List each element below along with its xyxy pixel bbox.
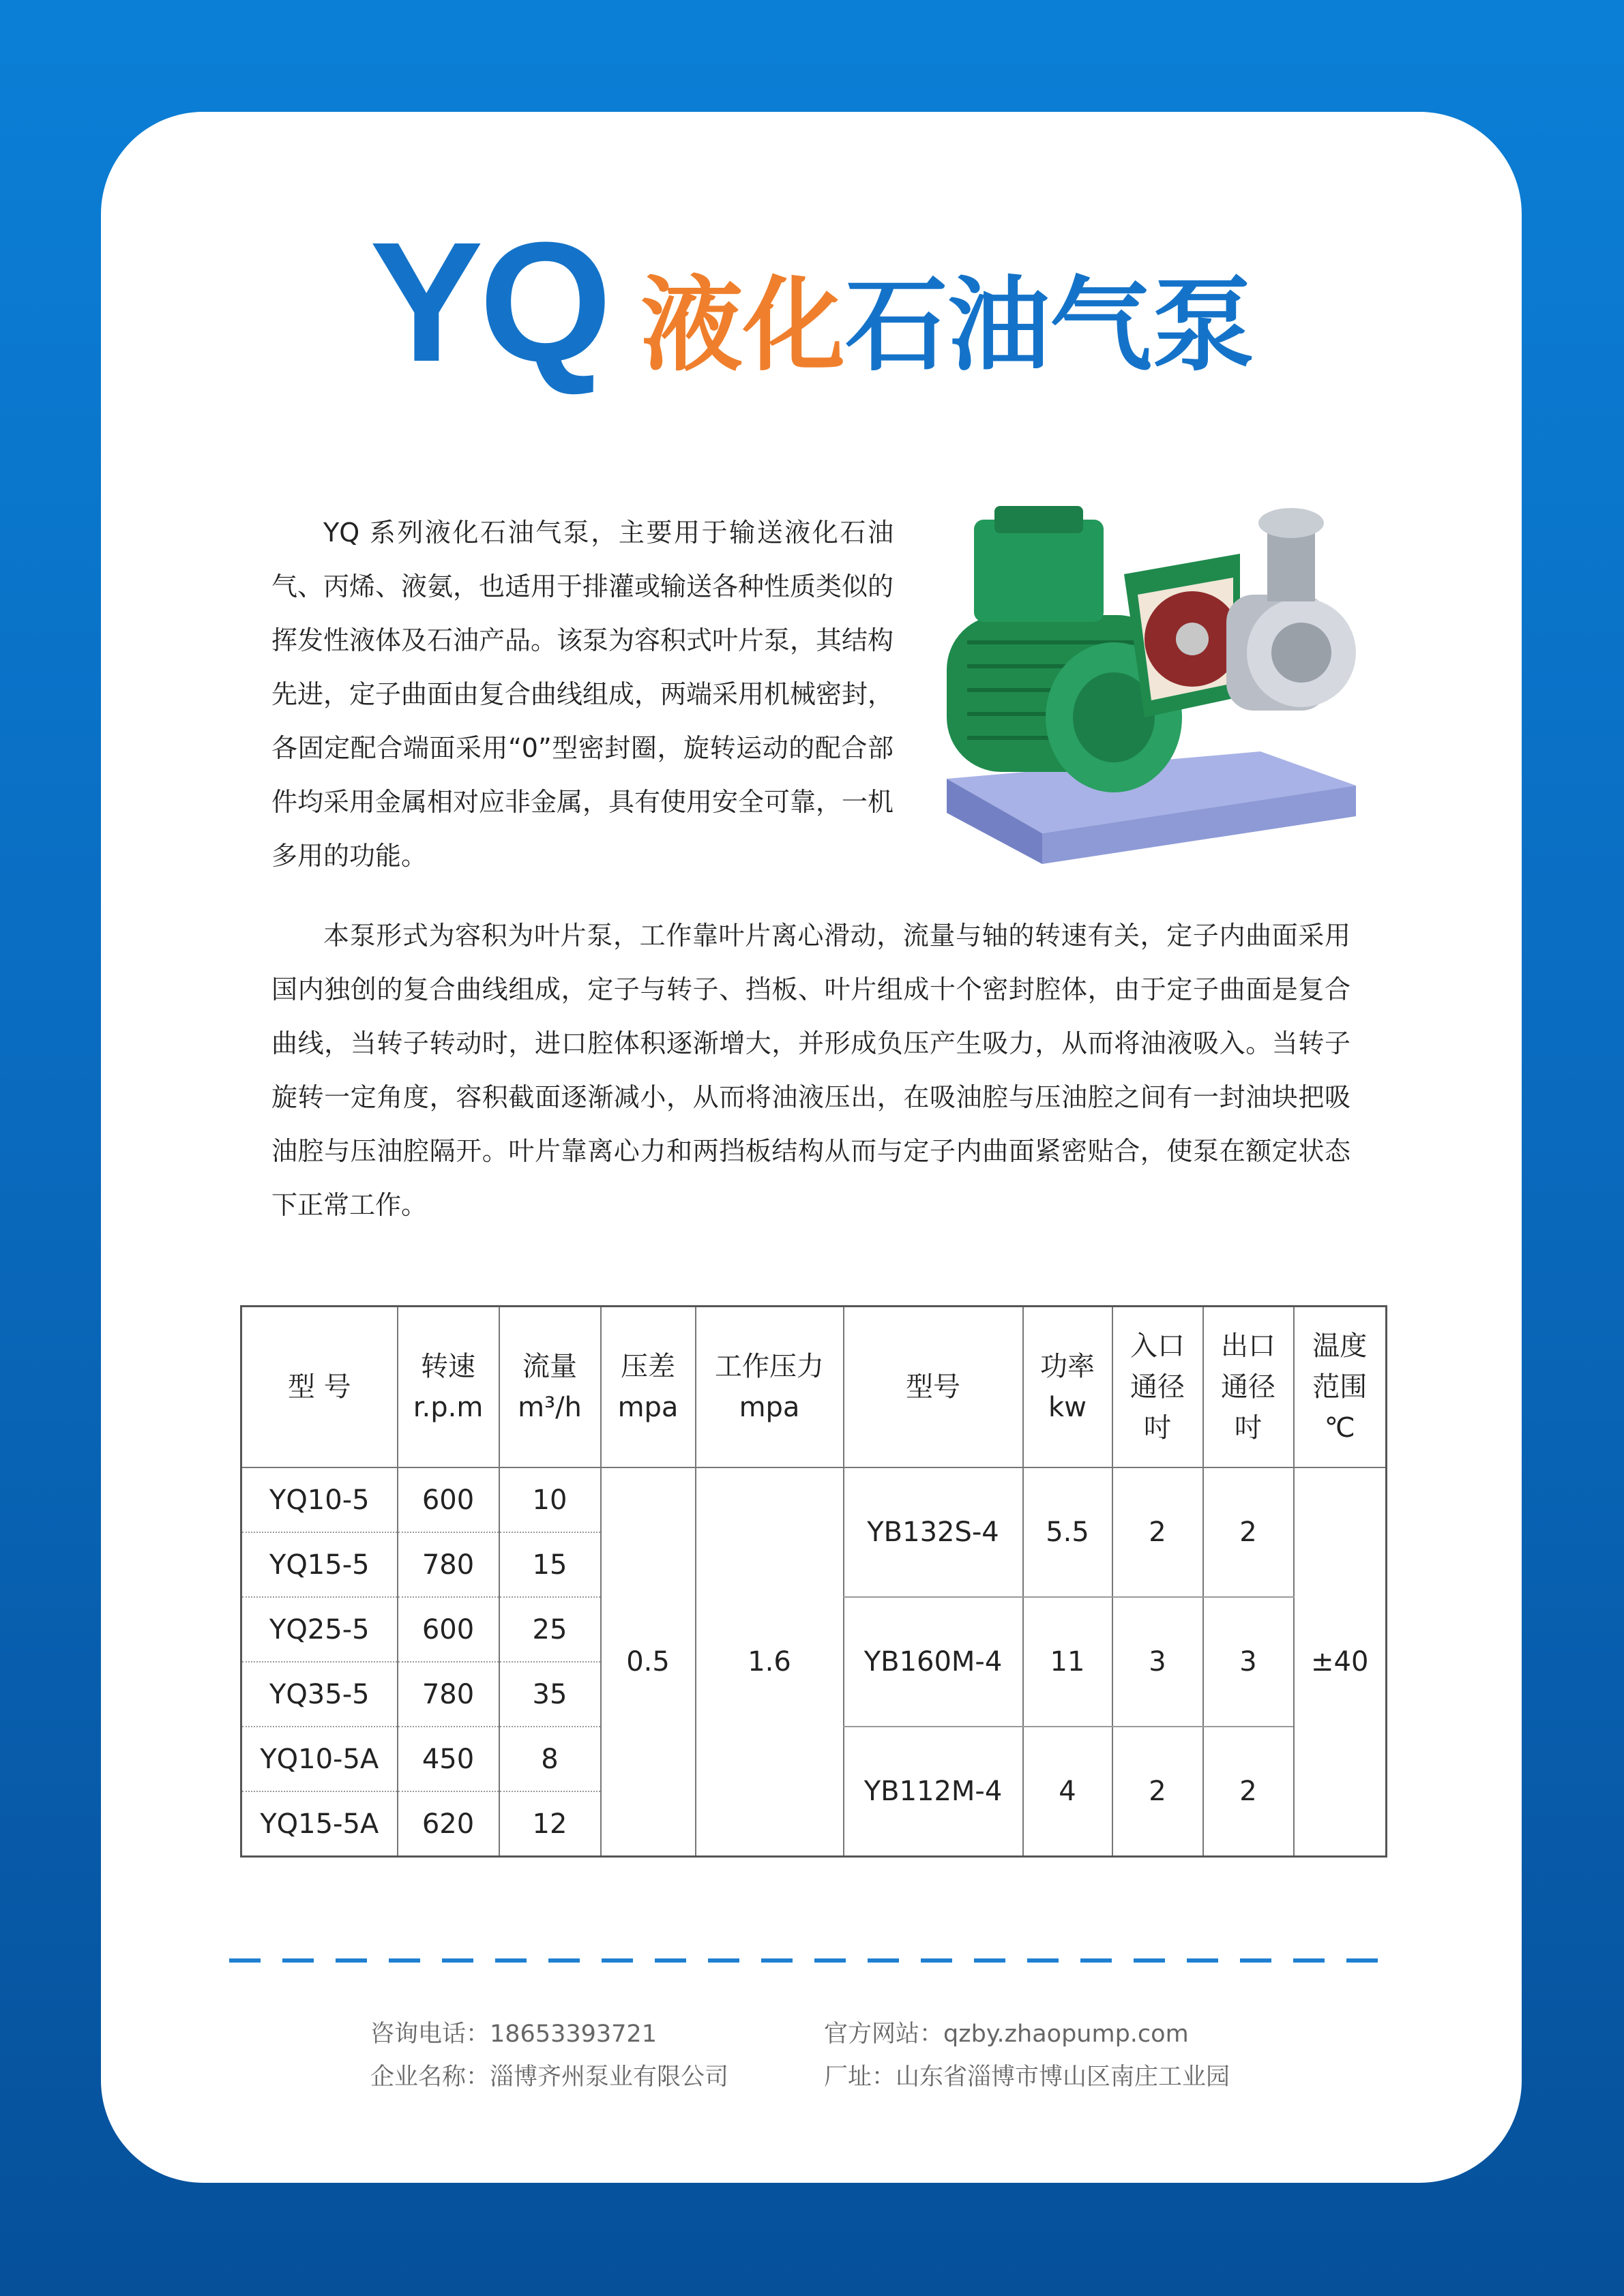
cell-flow: 10: [499, 1467, 601, 1532]
cell-speed: 620: [398, 1791, 499, 1857]
cell-pressure-diff: 0.5: [601, 1467, 696, 1857]
cell-motor-model: YB160M-4: [844, 1597, 1023, 1727]
contact-company: [370, 2063, 729, 2091]
junction-box: [974, 520, 1104, 622]
cell-flow: 35: [499, 1662, 601, 1727]
cell-speed: 600: [398, 1467, 499, 1532]
col-header-working-pressure: 工作压力 mpa: [696, 1307, 844, 1468]
cell-motor-model: YB132S-4: [844, 1467, 1023, 1597]
cell-flow: 12: [499, 1791, 601, 1857]
address-label: 厂址：: [824, 2063, 896, 2091]
cell-speed: 450: [398, 1727, 499, 1791]
company-label: 企业名称：: [370, 2063, 490, 2091]
cell-model: YQ10-5: [241, 1467, 398, 1532]
cell-power: 5.5: [1023, 1467, 1112, 1597]
title-yq: YQ: [369, 207, 608, 397]
cell-outlet: 2: [1203, 1727, 1294, 1857]
cell-flow: 15: [499, 1532, 601, 1597]
company-name: 淄博齐州泵业有限公司: [490, 2063, 729, 2091]
cell-flow: 25: [499, 1597, 601, 1662]
col-header-pressure-diff: 压差 mpa: [601, 1307, 696, 1468]
cell-inlet: 2: [1112, 1727, 1203, 1857]
col-header-model: 型 号: [241, 1307, 398, 1468]
col-header-motor-model: 型号: [844, 1307, 1023, 1468]
col-header-speed: 转速 r.p.m: [398, 1307, 499, 1468]
page-title: [0, 207, 1624, 397]
cell-model: YQ25-5: [241, 1597, 398, 1662]
cell-speed: 600: [398, 1597, 499, 1662]
contact-phone: [370, 2023, 657, 2046]
intro-paragraph: YQ 系列液化石油气泵，主要用于输送液化石油气、丙烯、液氨，也适用于排灌或输送各种性质类似的挥发性液体及石油产品。该泵为容积式叶片泵，其结构先进，定子曲面由复合曲线组成，两端采用机械密封，各固定配合端面采用“0”型密封圈，旋转运动的配合部件均采用金属相对应非金属，具有使用安全可靠，一机多用的功能。: [271, 518, 894, 871]
table-header-row: [241, 1307, 1387, 1468]
col-header-power: 功率 kw: [1023, 1307, 1112, 1468]
cell-motor-model: YB112M-4: [844, 1727, 1023, 1857]
cell-outlet: 2: [1203, 1467, 1294, 1597]
phone-number: 18653393721: [490, 2021, 657, 2048]
title-orange: 液化: [640, 267, 846, 385]
spec-table: [240, 1305, 1387, 1858]
cell-model: YQ15-5: [241, 1532, 398, 1597]
contact-website: [824, 2023, 1189, 2046]
cell-temperature: ±40: [1294, 1467, 1387, 1857]
cell-inlet: 2: [1112, 1467, 1203, 1597]
phone-label: 咨询电话：: [370, 2021, 490, 2048]
cell-model: YQ15-5A: [260, 1808, 379, 1840]
cell-model: YQ10-5A: [241, 1727, 398, 1791]
cell-flow: 8: [499, 1727, 601, 1791]
dashed-divider: [229, 1958, 1389, 1963]
website-url: qzby.zhaopump.com: [943, 2021, 1189, 2048]
website-label: 官方网站：: [824, 2021, 944, 2048]
cell-outlet: 3: [1203, 1597, 1294, 1727]
principle-paragraph: 本泵形式为容积为叶片泵，工作靠叶片离心滑动，流量与轴的转速有关，定子内曲面采用国内独创的复合曲线组成，定子与转子、挡板、叶片组成十个密封腔体，由于定子曲面是复合曲线，当转子转动时，进口腔体积逐渐增大，并形成负压产生吸力，从而将油液吸入。当转子旋转一定角度，容积截面逐渐减小，从而将油液压出，在吸油腔与压油腔之间有一封油块把吸油腔与压油腔隔开。叶片靠离心力和两挡板结构从而与定子内曲面紧密贴合，使泵在额定状态下正常工作。: [271, 921, 1350, 1220]
contact-address: [824, 2063, 1230, 2091]
address-text: 山东省淄博市博山区南庄工业园: [896, 2063, 1230, 2091]
cell-speed: 780: [398, 1532, 499, 1597]
col-header-inlet: 入口 通径 吋: [1112, 1307, 1203, 1468]
table-row: [241, 1467, 1387, 1532]
pump-illustration: [919, 492, 1370, 874]
cell-power: 11: [1023, 1597, 1112, 1727]
col-header-outlet: 出口 通径 吋: [1203, 1307, 1294, 1468]
title-blue: 石油气泵: [845, 267, 1255, 385]
col-header-flow: 流量 m³/h: [499, 1307, 601, 1468]
cell-inlet: 3: [1112, 1597, 1203, 1727]
cell-speed: 780: [398, 1662, 499, 1727]
cell-working-pressure: 1.6: [696, 1467, 844, 1857]
cell-power: 4: [1023, 1727, 1112, 1857]
col-header-temperature: 温度 范围 ℃: [1294, 1307, 1387, 1468]
cell-model: YQ35-5: [241, 1662, 398, 1727]
